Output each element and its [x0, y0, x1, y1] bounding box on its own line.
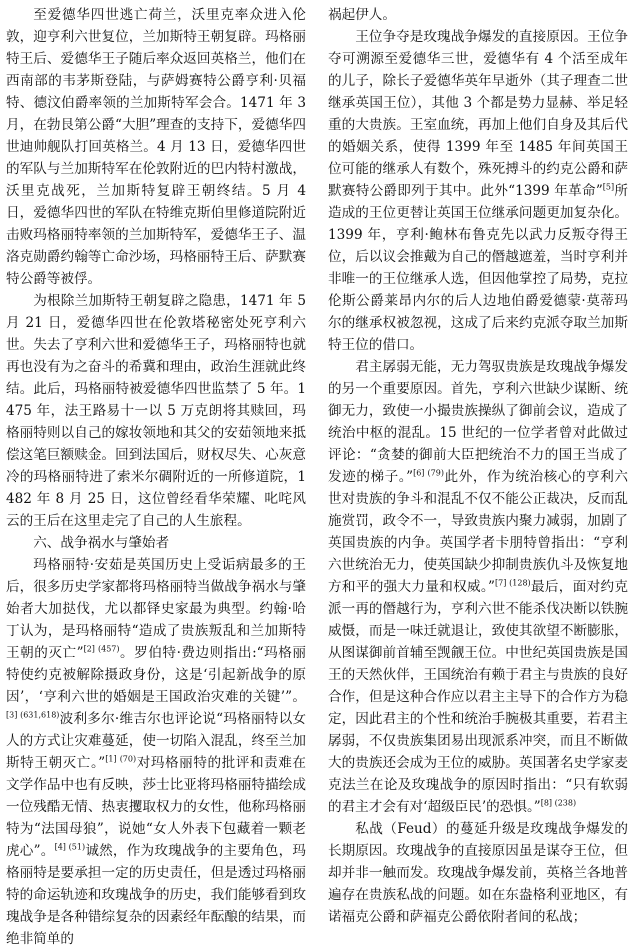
text-run: 所造成的王位更替让英国王位继承问题更加复杂化。1399 年，亨利·鲍林布鲁克先以武力反叛夺得王位，后以议会推戴为自己的僭越遮羞，当时亨利并非唯一的王位继承人选，但因他掌控了局势，克拉伦斯公爵莱昂内尔的后人边地伯爵爱德蒙·莫蒂玛尔的继承权被忽视，这成了后来约克派夺取兰加斯特王位的借口。	[328, 183, 628, 353]
text-run: 波利多尔·维吉尔也评论说“玛格丽特以女人的方式让灾难蔓延，使一切陷入混乱，终至兰加斯特王朝灭亡。”	[6, 711, 306, 771]
text-run: 此外，作为统治核心的亨利六世对贵族的争斗和混乱不仅不能公正裁决，反而乱施赏罚，政令不一，导致贵族内聚力减弱，加剧了英国贵族的内争。英国学者卡朋特曾指出：“亨利六世统治无力，使英国缺少抑制贵族仇斗及恢复地方和平的强大力量和权威。”	[328, 469, 629, 595]
text-run: 玛格丽特·安茹是英国历史上受诟病最多的王后，很多历史学家都将玛格丽特当做战争祸水与肇始者大加挞伐，尤以都铎史家最为典型。约翰·哈丁认为，是玛格丽特“造成了贵族叛乱和兰加斯特王朝的灭亡”	[6, 557, 306, 661]
citation: [8] (238)	[540, 798, 577, 808]
paragraph	[328, 26, 628, 356]
text-run: 诚然，作为玫瑰战争的主要角色，玛格丽特是要承担一定的历史责任，但是透过玛格丽特的命运轨迹和玫瑰战争的历史，我们能够看到玫瑰战争是各种错综复杂的因素经年酝酿的结果，而绝非简单的	[6, 843, 307, 947]
paragraph	[6, 554, 306, 950]
left-column	[6, 4, 306, 950]
citation: [1] (70)	[105, 754, 137, 764]
text-run: 对玛格丽特的批评和责难在文学作品中也有反映，莎士比亚将玛格丽特描绘成一位残酷无情、热衷攫取权力的女性，他称玛格丽特为“法国母狼”，说她“女人外表下包藏着一颗老虎心”。	[6, 755, 307, 859]
right-column	[328, 4, 628, 928]
citation: [5]	[602, 182, 615, 192]
citation: [4] (51)	[54, 842, 86, 852]
paragraph: 私战（Feud）的蔓延升级是玫瑰战争爆发的长期原因。玫瑰战争的直接原因虽是谋夺王位，但却并非一触而发。玫瑰战争爆发前，英格兰各地普遍存在贵族私战的问题。如在东盎格利亚地区，有诺福克公爵和萨福克公爵依附者间的私战；	[328, 821, 628, 925]
paragraph: 祸起伊人。	[328, 7, 396, 23]
text-run: 王位争夺是玫瑰战争爆发的直接原因。王位争夺可溯源至爱德华三世，爱德华有 4 个活至成年的儿子，除长子爱德华英年早逝外（其子理查二世继承英国王位），其他 3 个都是势力显赫、举足轻重的大贵族。王室血统，再加上他们自身及其后代的婚姻关系，使得 1399 年至 1485 年间英国王位可能的继承人有数个，殊死搏斗的约克公爵和萨默赛特公爵即列于其中。此外“1399 年革命”	[328, 29, 628, 199]
text-run: 最后，面对约克派一再的僭越行为，亨利六世不能杀伐决断以铁腕威慑，而是一味迁就退让，致使其欲望不断膨胀，从图谋御前首辅至觊觎王位。中世纪英国贵族是国王的天然伙伴，王国统治有赖于君主与贵族的良好合作，但是这种合作应以君主主导下的合作方为稳定，因此君主的个性和统治手腕极其重要，若君主孱弱，不仅贵族集团易出现派系冲突，而且不断做大的贵族还会成为王位的威胁。英国著名史学家麦克法兰在论及玫瑰战争的原因时指出：“只有软弱的君主才会有对‘超级臣民’的恐惧。”	[328, 579, 629, 815]
text-run: 君主孱弱无能，无力驾驭贵族是玫瑰战争爆发的另一个重要原因。首先，亨利六世缺少谋断、统御无力，致使一小撮贵族操纵了御前会议，造成了统治中枢的混乱。15 世纪的一位学者曾对此做过评论：“贪婪的御前大臣把统治不力的国王当成了发迹的梯子。”	[328, 359, 628, 485]
section-heading: 六、战争祸水与肇始者	[33, 535, 170, 551]
citation: [3] (631,618)	[6, 710, 60, 720]
text-run: 。罗伯特·费边则指出:“玛格丽特使约克被解除摄政身份，这是‘引起新战争的原因’，‘亨利六世的婚姻是王国政治灾难的关键’”。	[6, 645, 306, 705]
paragraph: 为根除兰加斯特王朝复辟之隐患，1471 年 5 月 21 日，爱德华四世在伦敦塔秘密处死亨利六世。失去了亨利六世和爱德华王子，玛格丽特也就再也没有为之奋斗的希冀和理由，政治生涯就此终结。此后，玛格丽特被爱德华四世监禁了 5 年。1475 年，法王路易十一以 5 万克朗将其赎回，玛格丽特则以自己的嫁妆领地和其父的安茹领地来抵偿这笔巨额赎金。回到法国后，财权尽失、心灰意冷的玛格丽特进了索米尔碉附近的一所修道院，1482 年 8 月 25 日，这位曾经看华荣耀、叱咤风云的王后在这里走完了自己的人生旅程。	[6, 293, 306, 529]
citation: [7] (128)	[494, 578, 531, 588]
paragraph: 至爱德华四世逃亡荷兰，沃里克率众进入伦敦，迎亨利六世复位，兰加斯特王朝复辟。玛格丽特王后、爱德华王子随后率众返回英格兰，他们在西南部的韦茅斯登陆，与萨姆赛特公爵亨利·贝福特、德汶伯爵率领的兰加斯特军会合。1471 年 3 月，在勃艮第公爵“大胆”理查的支持下，爱德华四世迪帅舰队打回英格兰。4 月 13 日，爱德华四世的军队与兰加斯特军在伦敦附近的巴内特村激战，沃里克战死，兰加斯特复辟王朝终结。5 月 4 日，爱德华四世的军队在特维克斯伯里修道院附近击败玛格丽特率领的兰加斯特军，爱德华王子、温洛克勋爵约翰等亡命沙场，玛格丽特王后、萨默赛特公爵等被俘。	[6, 7, 306, 287]
paragraph	[328, 356, 628, 818]
citation: [2] (457)	[83, 644, 120, 654]
citation: [6] (79)	[413, 468, 444, 478]
